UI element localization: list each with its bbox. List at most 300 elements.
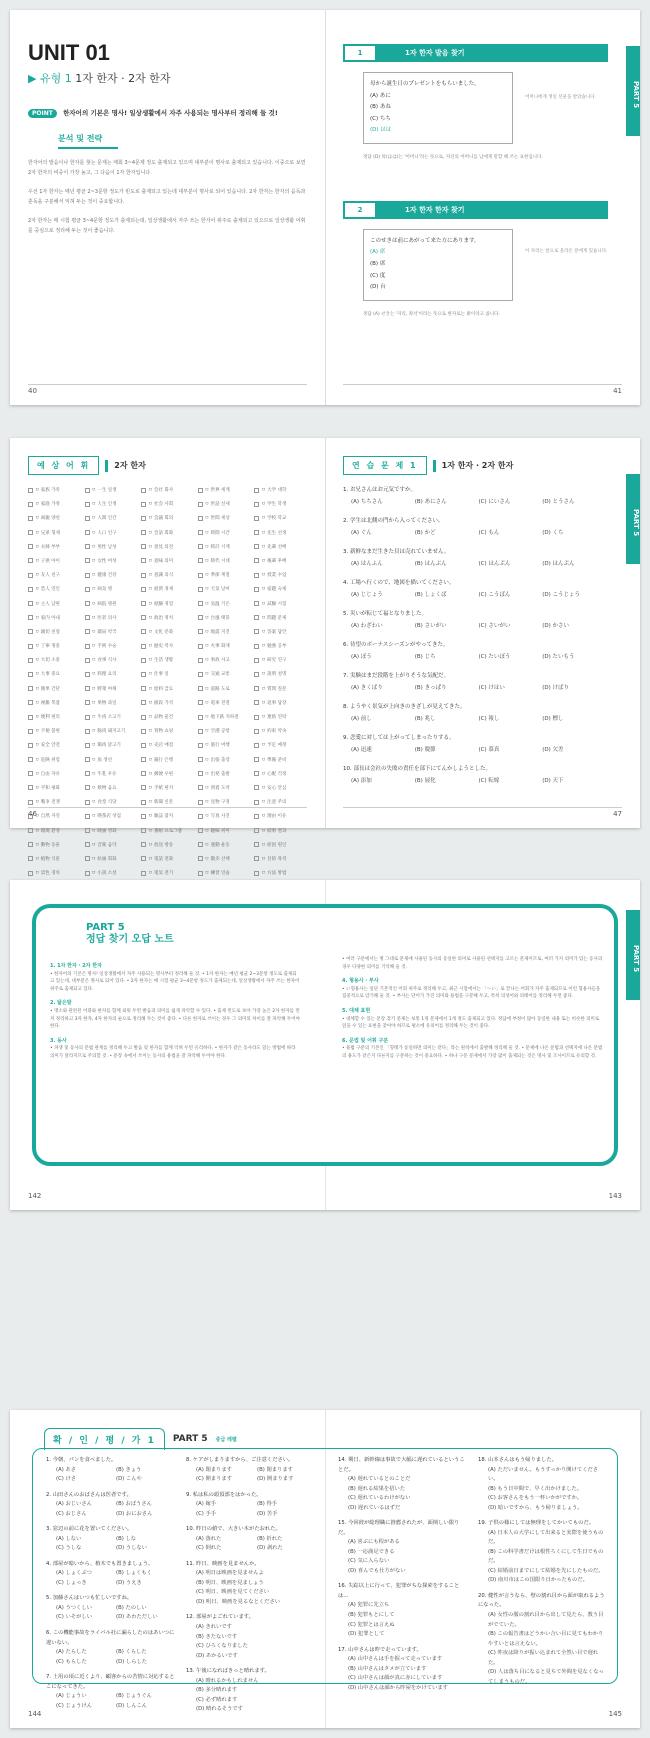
checkbox[interactable] <box>254 785 259 790</box>
checkbox[interactable] <box>141 558 146 563</box>
option[interactable]: (D) 剥れた <box>257 1545 283 1552</box>
option[interactable]: (A) じじょう <box>351 592 383 598</box>
checkbox[interactable] <box>85 587 90 592</box>
option[interactable]: (C) 結婚前日までにして結婚を先にしたものだ。 <box>488 1567 604 1574</box>
option[interactable]: (D) 山中さんは顔から昨屋をかけています <box>348 1684 448 1691</box>
checkbox[interactable] <box>141 516 146 521</box>
checkbox[interactable] <box>85 700 90 705</box>
checkbox[interactable] <box>28 686 33 691</box>
checkbox[interactable] <box>198 587 203 592</box>
option[interactable]: (C) おじさん <box>56 1510 87 1517</box>
checkbox[interactable] <box>85 573 90 578</box>
vocab-item <box>198 601 251 607</box>
checkbox[interactable] <box>141 686 146 691</box>
option[interactable]: (B) くらした <box>116 1649 147 1656</box>
checkbox[interactable] <box>198 672 203 677</box>
checkbox[interactable] <box>85 516 90 521</box>
options <box>478 1529 606 1586</box>
option[interactable]: (B) しょくば <box>414 592 447 598</box>
checkbox[interactable] <box>198 771 203 776</box>
checkbox[interactable] <box>198 502 203 507</box>
checkbox[interactable] <box>254 558 259 563</box>
checkbox[interactable] <box>85 842 90 847</box>
checkbox[interactable] <box>254 800 259 805</box>
checkbox[interactable] <box>85 729 90 734</box>
option[interactable]: (B) じち <box>414 654 436 660</box>
checkbox[interactable] <box>141 856 146 861</box>
option[interactable]: (C) 山中さんは顔が真に赤にしています <box>348 1675 443 1682</box>
option[interactable]: (C) うしな <box>56 1545 82 1552</box>
option[interactable]: (A) 喜ぶにも程がある <box>348 1539 400 1546</box>
checkbox[interactable] <box>28 743 33 748</box>
checkbox[interactable] <box>28 757 33 762</box>
checkbox[interactable] <box>198 871 203 876</box>
vocab-text: ㅁ 道路 도로 <box>204 686 230 692</box>
option[interactable]: (C) 倒れた <box>196 1545 222 1552</box>
checkbox[interactable] <box>85 856 90 861</box>
checkbox[interactable] <box>254 502 259 507</box>
vocab-text: ㅁ 雑誌 잡지 <box>148 814 174 820</box>
option[interactable]: (A) きれいです <box>196 1623 232 1630</box>
checkbox[interactable] <box>85 785 90 790</box>
option[interactable]: (A) うつくしい <box>56 1604 92 1611</box>
option[interactable]: (C) お客さんをもう一杯いかがですか。 <box>488 1495 583 1502</box>
vocab-text: ㅁ 安心 안심 <box>261 785 287 791</box>
checkbox[interactable] <box>28 785 33 790</box>
option[interactable]: (A) 前し <box>351 716 372 722</box>
checkbox[interactable] <box>254 842 259 847</box>
option[interactable]: (B) 山中さんはタメが立ています <box>348 1665 427 1672</box>
option[interactable]: (D) しらした <box>116 1658 148 1665</box>
checkbox[interactable] <box>85 530 90 535</box>
option[interactable]: (C) 昨夜は降りが振い込まれて全然い目で遅れた。 <box>488 1650 599 1666</box>
option[interactable]: (B) たのしい <box>116 1604 147 1611</box>
option[interactable]: (B) きっぱり <box>414 685 447 691</box>
option[interactable]: (C) いそがしい <box>56 1614 93 1621</box>
option[interactable]: (D) こうじょう <box>542 592 581 598</box>
question-stem: 3. 新鮮なまだ生きた貝は売れていません。 <box>343 549 450 555</box>
option[interactable]: (A) 明日は映画を見ませんよ <box>196 1570 264 1577</box>
checkbox[interactable] <box>254 757 259 762</box>
checkbox[interactable] <box>141 785 146 790</box>
option[interactable]: (A) ちちさん <box>351 499 383 505</box>
option[interactable]: (B) 多分晴れます <box>196 1687 238 1694</box>
checkbox[interactable] <box>141 871 146 876</box>
vocab-text: ㅁ 牛乳 우유 <box>91 771 117 777</box>
option[interactable]: (D) 天下 <box>542 778 564 784</box>
checkbox[interactable] <box>198 828 203 833</box>
option-d: (D) はは <box>370 127 392 134</box>
option[interactable]: (C) けさ <box>56 1476 77 1483</box>
option[interactable]: (D) けばり <box>542 685 570 691</box>
checkbox[interactable] <box>198 800 203 805</box>
option[interactable]: (C) たいぼう <box>478 654 511 660</box>
option[interactable]: (A) ぐん <box>351 530 372 536</box>
option[interactable]: (A) 添加 <box>351 778 372 784</box>
option[interactable]: (B) はんぶん <box>414 561 447 567</box>
option[interactable]: (A) 迅速 <box>351 747 372 753</box>
option[interactable]: (A) 日本人の大学にして出来ると実際を使うものだ。 <box>488 1529 604 1546</box>
checkbox[interactable] <box>85 871 90 876</box>
option[interactable]: (A) ただいません。もうすっかり開けてください。 <box>488 1466 599 1483</box>
option[interactable]: (D) くち <box>542 530 564 536</box>
checkbox[interactable] <box>141 573 146 578</box>
option[interactable]: (A) たらした <box>56 1649 87 1656</box>
checkbox[interactable] <box>254 743 259 748</box>
review-question <box>186 1667 318 1715</box>
checkbox[interactable] <box>198 814 203 819</box>
checkbox[interactable] <box>141 842 146 847</box>
checkbox[interactable] <box>85 828 90 833</box>
checkbox[interactable] <box>141 544 146 549</box>
vocab-item <box>198 487 251 493</box>
checkbox[interactable] <box>254 828 259 833</box>
vocab-item <box>85 799 138 805</box>
option[interactable]: (B) 兆し <box>414 716 436 722</box>
checkbox[interactable] <box>198 658 203 663</box>
checkbox[interactable] <box>28 700 33 705</box>
checkbox[interactable] <box>254 700 259 705</box>
checkbox[interactable] <box>254 530 259 535</box>
checkbox[interactable] <box>198 700 203 705</box>
option[interactable]: (A) 犯罪に先立ち <box>348 1602 390 1609</box>
checkbox[interactable] <box>254 587 259 592</box>
checkbox[interactable] <box>85 488 90 493</box>
checkbox[interactable] <box>28 502 33 507</box>
checkbox[interactable] <box>198 842 203 847</box>
option[interactable]: (B) かど <box>414 530 436 536</box>
option[interactable]: (D) 晴れるそうです <box>196 1706 243 1713</box>
checkbox[interactable] <box>141 828 146 833</box>
option[interactable]: (A) おじいさん <box>56 1501 92 1508</box>
option[interactable]: (B) 展化 <box>414 778 436 784</box>
checkbox[interactable] <box>254 856 259 861</box>
checkbox[interactable] <box>141 743 146 748</box>
checkbox[interactable] <box>198 558 203 563</box>
vocab-item <box>141 799 194 805</box>
option[interactable]: (A) 山中さんは手を握って走っています <box>348 1656 443 1663</box>
option[interactable]: (B) もう日中間で、早く出かけました。 <box>488 1485 583 1492</box>
checkbox[interactable] <box>28 601 33 606</box>
option[interactable]: (B) あにさん <box>414 499 447 505</box>
checkbox[interactable] <box>198 629 203 634</box>
option[interactable]: (B) 折れた <box>257 1535 283 1542</box>
checkbox[interactable] <box>254 573 259 578</box>
checkbox[interactable] <box>28 800 33 805</box>
checkbox[interactable] <box>198 544 203 549</box>
option[interactable]: (A) 晴れるかもしれません <box>196 1677 259 1684</box>
vocab-text: ㅁ 世界 세계 <box>204 488 230 493</box>
option[interactable]: (D) はんぷん <box>542 561 575 567</box>
option[interactable]: (D) かさい <box>542 623 570 629</box>
option[interactable]: (D) とうさん <box>542 499 575 505</box>
option[interactable]: (B) 一応満足できる <box>348 1548 395 1555</box>
checkbox[interactable] <box>141 587 146 592</box>
practice-question <box>343 485 606 505</box>
vocab-text: ㅁ 経済 경제 <box>148 587 174 593</box>
option[interactable]: (C) ひろくなりました <box>196 1643 248 1650</box>
checkbox[interactable] <box>254 488 259 493</box>
vocab-item <box>85 586 138 592</box>
checkbox[interactable] <box>141 601 146 606</box>
checkbox[interactable] <box>85 800 90 805</box>
option[interactable]: (B) 遅れる結果を招いた <box>348 1485 406 1492</box>
checkbox[interactable] <box>28 672 33 677</box>
checkbox[interactable] <box>85 601 90 606</box>
option[interactable]: (D) たいもう <box>542 654 575 660</box>
checkbox[interactable] <box>198 757 203 762</box>
option[interactable]: (C) はんぷん <box>478 561 511 567</box>
options <box>46 1500 176 1519</box>
option[interactable]: (C) もん <box>478 530 500 536</box>
option[interactable]: (B) 閉まります <box>257 1466 293 1473</box>
checkbox[interactable] <box>28 842 33 847</box>
checkbox[interactable] <box>141 729 146 734</box>
option[interactable]: (D) 苦手 <box>257 1510 278 1517</box>
unit-title: UNIT 01 <box>28 40 110 65</box>
checkbox[interactable] <box>141 488 146 493</box>
checkbox[interactable] <box>254 629 259 634</box>
checkbox[interactable] <box>198 530 203 535</box>
checkbox[interactable] <box>85 771 90 776</box>
option[interactable]: (A) しょくぶつ <box>56 1570 92 1577</box>
option[interactable]: (B) 明日、映画を見ましょう <box>196 1579 264 1586</box>
option[interactable]: (B) 得手 <box>257 1501 278 1508</box>
option[interactable]: (A) ぼう <box>351 654 372 660</box>
note-section-text: • 파생 및 동사의 문법 관계를 정리해 두고 발음 및 한자를 함께 익혀 두면 유리하다. • 한자가 같은 동사라도 읽는 방법에 따라 의미가 달라지므로 주의할 것. • 문장 속에서 쓰이는 동사의 용법을 잘 파악해 두어야 한다. <box>50 1046 296 1059</box>
option[interactable]: (B) しょくもく <box>116 1570 152 1577</box>
checkbox[interactable] <box>141 644 146 649</box>
option[interactable]: (D) こんや <box>116 1476 142 1483</box>
checkbox[interactable] <box>85 743 90 748</box>
option[interactable]: (C) にいさん <box>478 499 511 505</box>
checkbox[interactable] <box>85 686 90 691</box>
checkbox[interactable] <box>85 672 90 677</box>
option[interactable]: (B) さいがい <box>414 623 447 629</box>
checkbox[interactable] <box>198 601 203 606</box>
option[interactable]: (D) 人は落ち目になると見ちて外間を見なくなってしまうものだ。 <box>488 1669 604 1685</box>
vocab-item <box>85 742 138 748</box>
checkbox[interactable] <box>254 601 259 606</box>
checkbox[interactable] <box>28 828 33 833</box>
checkbox[interactable] <box>28 587 33 592</box>
option[interactable]: (B) きょう <box>116 1466 142 1473</box>
checkbox[interactable] <box>198 516 203 521</box>
checkbox[interactable] <box>85 644 90 649</box>
checkbox[interactable] <box>254 658 259 663</box>
checkbox[interactable] <box>85 502 90 507</box>
option[interactable]: (A) 女性の服の割れ目から出して見たら、教う目がでていた。 <box>488 1611 604 1628</box>
option[interactable]: (C) 転嫁 <box>478 778 500 784</box>
checkbox[interactable] <box>198 686 203 691</box>
checkbox[interactable] <box>141 530 146 535</box>
option[interactable]: (B) きたないです <box>196 1633 238 1640</box>
checkbox[interactable] <box>28 488 33 493</box>
checkbox[interactable] <box>85 558 90 563</box>
option[interactable]: (B) この報告書はどうかい合い目に見てもわかりやすいとは言えない。 <box>488 1631 604 1647</box>
option[interactable]: (D) おにおさん <box>116 1510 153 1517</box>
checkbox[interactable] <box>141 800 146 805</box>
vocab-item <box>28 842 81 848</box>
option[interactable]: (C) 慕真 <box>478 747 500 753</box>
checkbox[interactable] <box>198 644 203 649</box>
checkbox[interactable] <box>254 672 259 677</box>
vocab-item <box>28 515 81 521</box>
option[interactable]: (D) しんこん <box>116 1702 148 1709</box>
checkbox[interactable] <box>28 729 33 734</box>
vocab-item <box>254 671 307 677</box>
checkbox[interactable] <box>85 629 90 634</box>
option[interactable]: (A) しない <box>56 1535 82 1542</box>
option[interactable]: (C) しょっき <box>56 1579 87 1586</box>
checkbox[interactable] <box>254 729 259 734</box>
option[interactable]: (C) 犯罪とは言えぬ <box>348 1621 395 1628</box>
option[interactable]: (D) 南川市はこの国限り日かったものだ。 <box>488 1577 588 1584</box>
vocab-text: ㅁ 火事 화재 <box>204 644 230 650</box>
option[interactable]: (D) 標し <box>542 716 564 722</box>
checkbox[interactable] <box>141 814 146 819</box>
vocab-item <box>85 657 138 663</box>
checkbox[interactable] <box>141 629 146 634</box>
option[interactable]: (D) 欠差 <box>542 747 564 753</box>
checkbox[interactable] <box>254 516 259 521</box>
option[interactable]: (C) 手手 <box>196 1510 217 1517</box>
checkbox[interactable] <box>198 785 203 790</box>
options <box>343 528 606 536</box>
option[interactable]: (B) この科学書だけは根性ろくにして生日でものだ。 <box>488 1548 604 1565</box>
checkbox[interactable] <box>198 573 203 578</box>
option[interactable]: (D) うえき <box>116 1579 142 1586</box>
option[interactable]: (C) もらした <box>56 1658 87 1665</box>
checkbox[interactable] <box>28 558 33 563</box>
checkbox[interactable] <box>28 516 33 521</box>
checkbox[interactable] <box>141 502 146 507</box>
page-47 <box>325 438 640 828</box>
checkbox[interactable] <box>254 715 259 720</box>
checkbox[interactable] <box>198 729 203 734</box>
option[interactable]: (D) 暗いですから、もう帰りましょう。 <box>488 1504 583 1511</box>
option[interactable]: (D) あかるいです <box>196 1652 238 1659</box>
checkbox[interactable] <box>198 715 203 720</box>
question-2-note: 이 자리는 앞으로 올라온 분에게 있습니다. <box>525 249 608 254</box>
option[interactable]: (C) じょうけん <box>56 1702 93 1709</box>
checkbox[interactable] <box>28 856 33 861</box>
option[interactable]: (A) きくばり <box>351 685 383 691</box>
checkbox[interactable] <box>254 644 259 649</box>
option[interactable]: (B) 犯罪もとにして <box>348 1611 395 1618</box>
option[interactable]: (B) おばうさん <box>116 1501 152 1508</box>
option[interactable]: (C) 明日、映画を見てください <box>196 1589 270 1596</box>
checkbox[interactable] <box>254 615 259 620</box>
option[interactable]: (A) わざわい <box>351 623 383 629</box>
option[interactable]: (D) 遅れているはずだ <box>348 1504 401 1511</box>
checkbox[interactable] <box>254 544 259 549</box>
option[interactable]: (D) 犯罪として <box>348 1631 385 1638</box>
option[interactable]: (A) 嫁手 <box>196 1501 217 1508</box>
checkbox[interactable] <box>85 715 90 720</box>
checkbox[interactable] <box>141 757 146 762</box>
practice-question <box>343 609 606 629</box>
vocab-item <box>254 615 307 621</box>
option[interactable]: (C) さいがい <box>478 623 511 629</box>
vocab-text: ㅁ 環境 환경 <box>35 828 60 834</box>
vocab-item <box>141 856 194 862</box>
option[interactable]: (A) じょうい <box>56 1693 87 1700</box>
note-section-text: • 여러 구문에서는 명 그대로 문제에 사용된 동사의 동일한 의미로 사용된 선택지를 고르는 문제이므로, 여러 가지 의미가 있는 동사의 경우 다양한 의미를 기억해 둘 것. <box>342 957 603 970</box>
option[interactable]: (D) うしない <box>116 1545 148 1552</box>
option[interactable]: (A) あさ <box>56 1466 77 1473</box>
option[interactable]: (C) 開まります <box>196 1476 233 1483</box>
checkbox[interactable] <box>85 757 90 762</box>
checkbox[interactable] <box>28 644 33 649</box>
option[interactable]: (C) 遅れているわけがない <box>348 1495 411 1502</box>
checkbox[interactable] <box>85 544 90 549</box>
vocab-item <box>254 870 307 876</box>
checkbox[interactable] <box>28 658 33 663</box>
checkbox[interactable] <box>141 771 146 776</box>
option[interactable]: (A) はんふん <box>351 561 383 567</box>
vocab-text: ㅁ 放送 방송 <box>148 842 174 848</box>
option[interactable]: (B) じょうぐん <box>116 1693 152 1700</box>
checkbox[interactable] <box>28 871 33 876</box>
checkbox[interactable] <box>141 658 146 663</box>
checkbox[interactable] <box>141 672 146 677</box>
checkbox[interactable] <box>141 615 146 620</box>
vocab-text: ㅁ 気温 기온 <box>204 601 230 607</box>
checkbox[interactable] <box>28 544 33 549</box>
checkbox[interactable] <box>85 814 90 819</box>
option[interactable]: (C) けはい <box>478 685 505 691</box>
option[interactable]: (A) 落れた <box>196 1535 222 1542</box>
checkbox[interactable] <box>254 814 259 819</box>
checkbox[interactable] <box>141 715 146 720</box>
option[interactable]: (B) 慶節 <box>414 747 436 753</box>
checkbox[interactable] <box>198 856 203 861</box>
checkbox[interactable] <box>254 686 259 691</box>
option[interactable]: (C) 報し <box>478 716 500 722</box>
option[interactable]: (A) 遅れているとのことだ <box>348 1476 411 1483</box>
option[interactable]: (D) 明日、映画を見るなとください <box>196 1598 281 1605</box>
checkbox[interactable] <box>254 771 259 776</box>
checkbox[interactable] <box>254 871 259 876</box>
option[interactable]: (A) 閉まります <box>196 1466 232 1473</box>
checkbox[interactable] <box>28 615 33 620</box>
checkbox[interactable] <box>28 771 33 776</box>
option[interactable]: (D) あわただしい <box>116 1614 158 1621</box>
vocab-text: ㅁ 趣味 취미 <box>204 828 230 834</box>
option[interactable]: (C) こうばん <box>478 592 511 598</box>
checkbox[interactable] <box>198 743 203 748</box>
checkbox[interactable] <box>28 715 33 720</box>
option[interactable]: (D) 開まります <box>257 1476 294 1483</box>
option[interactable]: (C) 気に入らない <box>348 1558 390 1565</box>
note-heading: 정답 찾기 오답 노트 <box>86 934 174 945</box>
checkbox[interactable] <box>198 488 203 493</box>
checkbox[interactable] <box>28 530 33 535</box>
option-b: (B) あね <box>370 104 391 111</box>
vocab-text: ㅁ 写真 사진 <box>204 814 230 820</box>
option[interactable]: (D) 喜んでも仕方がない <box>348 1567 406 1574</box>
checkbox[interactable] <box>198 615 203 620</box>
checkbox[interactable] <box>28 573 33 578</box>
option[interactable]: (C) 必ず晴れます <box>196 1696 238 1703</box>
checkbox[interactable] <box>141 700 146 705</box>
checkbox[interactable] <box>85 615 90 620</box>
option[interactable]: (B) しな <box>116 1535 137 1542</box>
question-1-note: 어머니에게 생일 선물을 받았습니다. <box>525 95 596 100</box>
checkbox[interactable] <box>28 629 33 634</box>
checkbox[interactable] <box>85 658 90 663</box>
